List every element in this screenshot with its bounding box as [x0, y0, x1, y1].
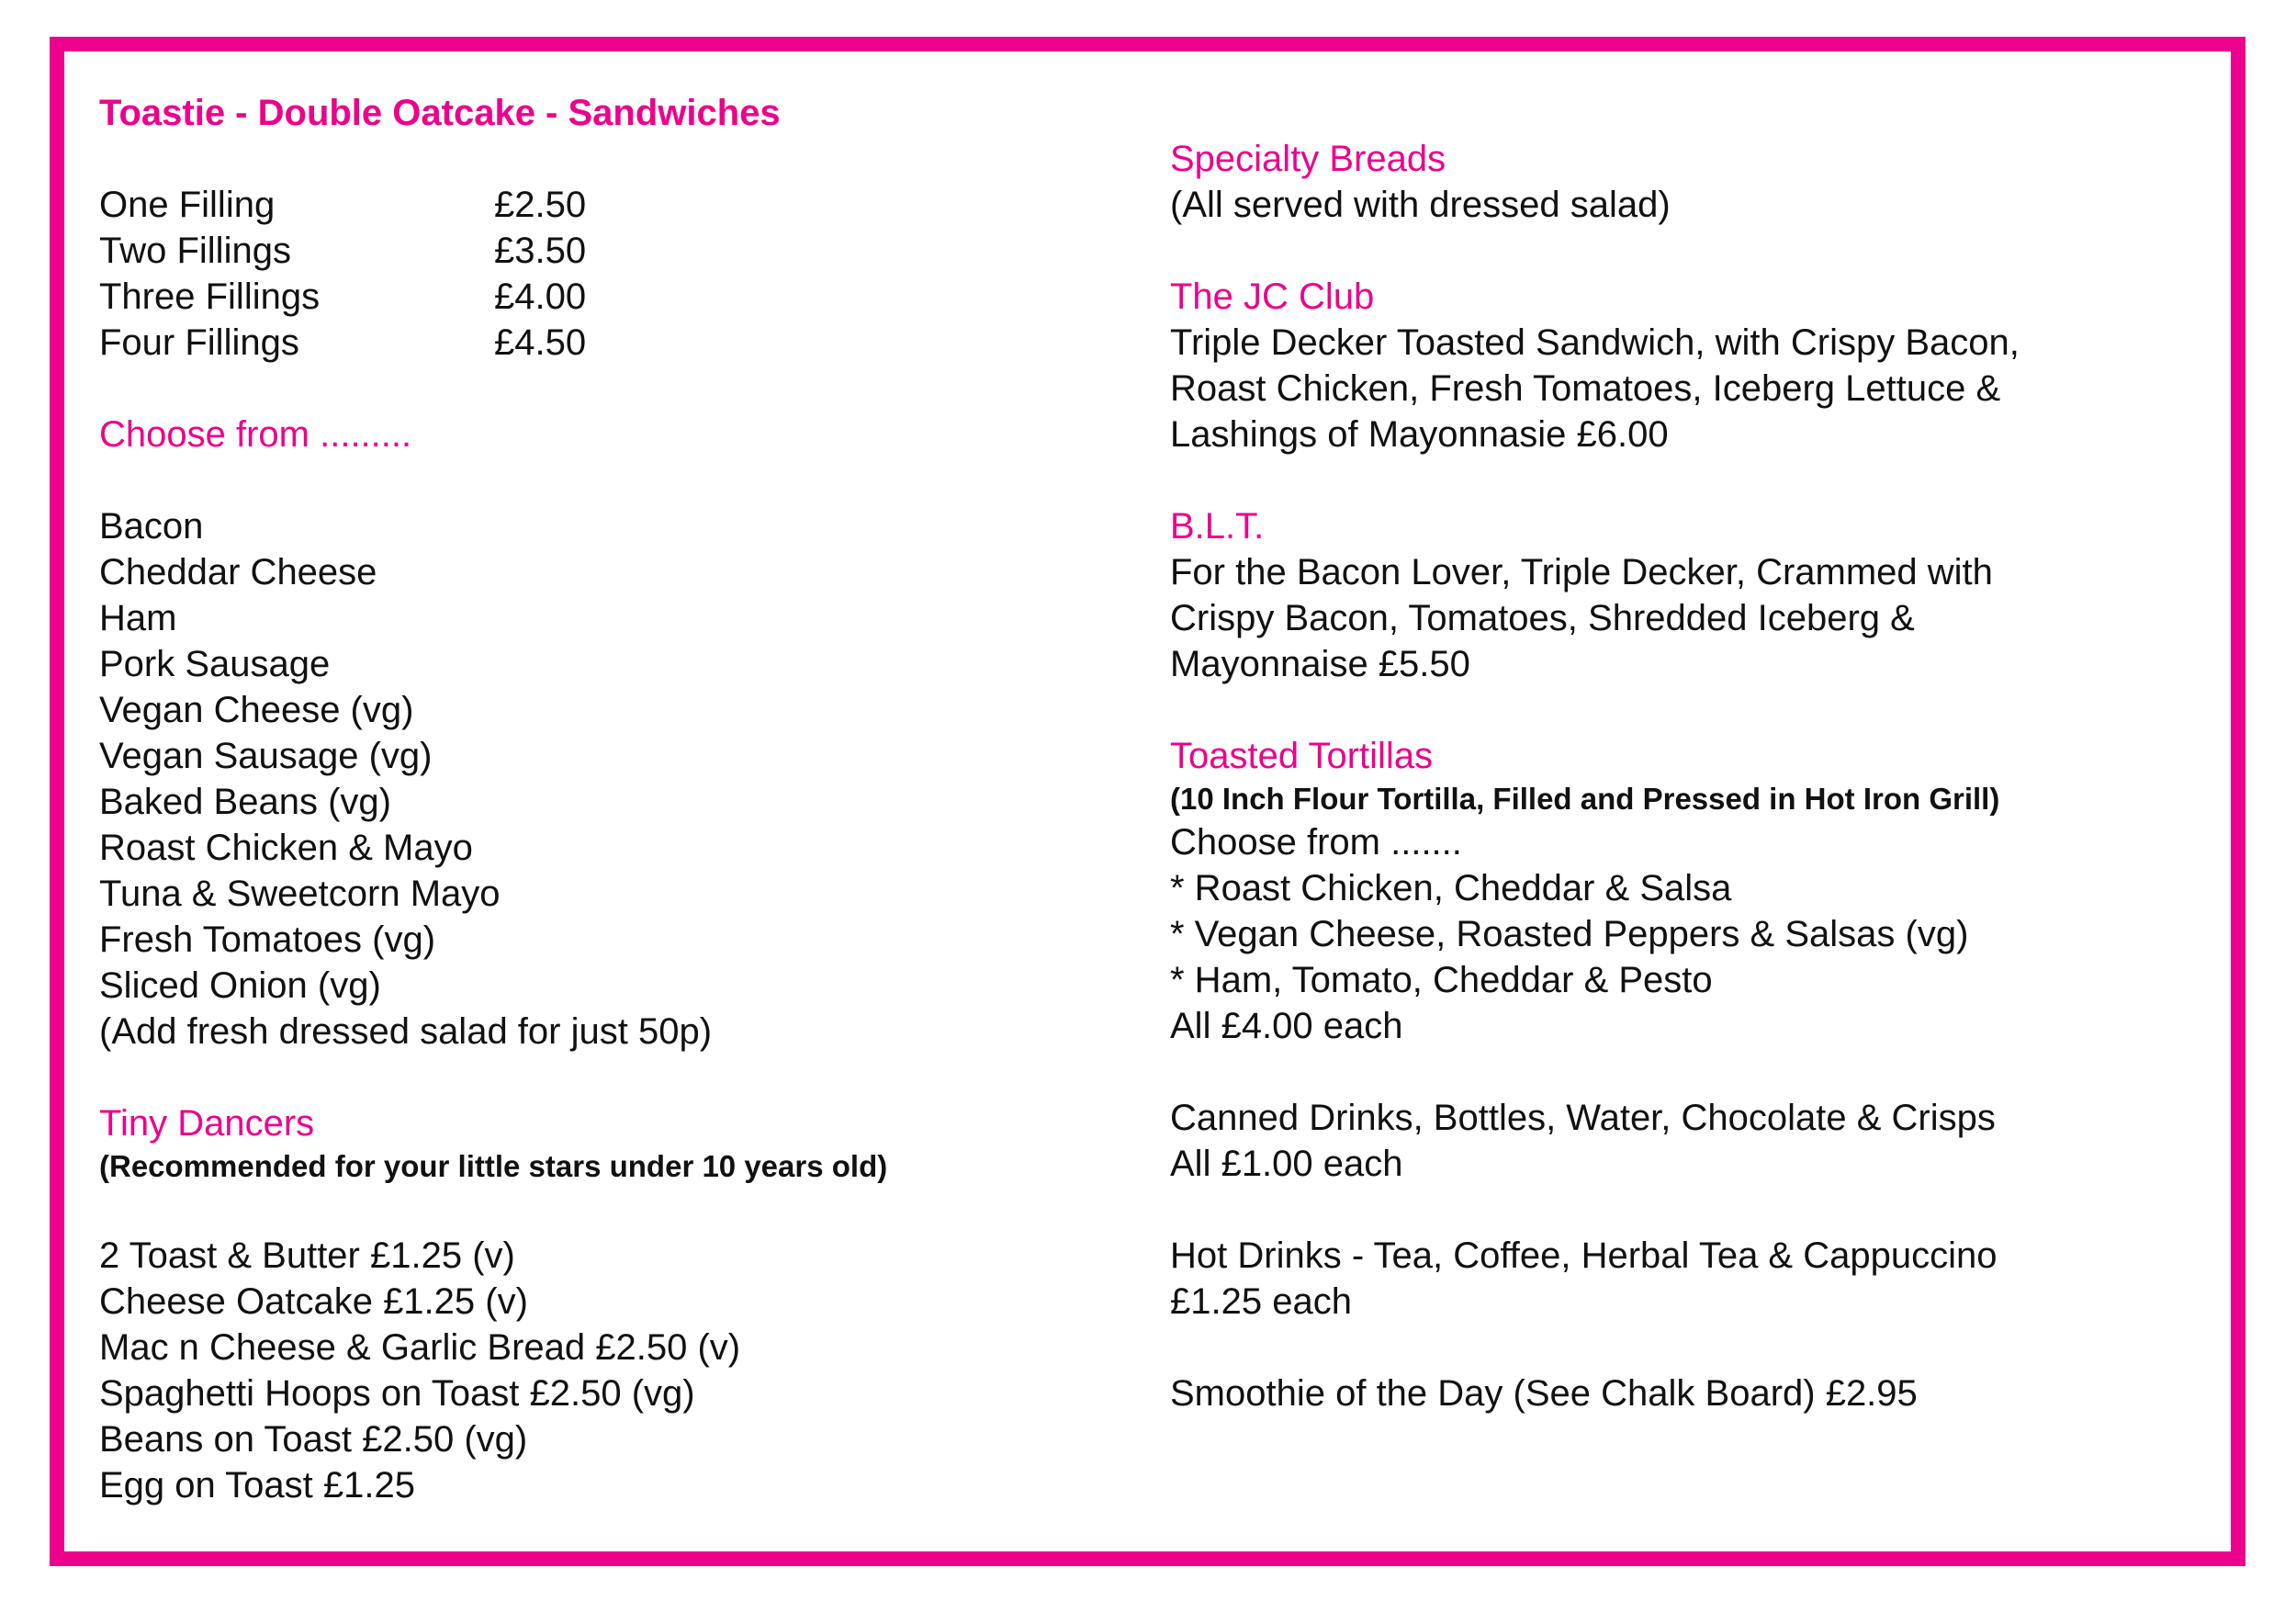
tortilla-line: * Vegan Cheese, Roasted Peppers & Salsas (vg) — [1170, 914, 1969, 954]
filling-item: Fresh Tomatoes (vg) — [99, 919, 436, 960]
tiny-item: Egg on Toast £1.25 — [99, 1465, 415, 1506]
tiny-item: Spaghetti Hoops on Toast £2.50 (vg) — [99, 1373, 695, 1414]
section-title-tortillas: Toasted Tortillas — [1170, 736, 1434, 776]
filling-item: Vegan Cheese (vg) — [99, 690, 414, 730]
filling-item: Vegan Sausage (vg) — [99, 736, 433, 776]
tiny-item: Beans on Toast £2.50 (vg) — [99, 1419, 528, 1460]
price-row — [99, 182, 1109, 228]
tiny-item: Mac n Cheese & Garlic Bread £2.50 (v) — [99, 1327, 741, 1368]
tortilla-line: * Ham, Tomato, Cheddar & Pesto — [1170, 960, 1713, 1000]
smoothie-line: Smoothie of the Day (See Chalk Board) £2.95 — [1170, 1373, 1918, 1414]
section-title-toastie: Toastie - Double Oatcake - Sandwiches — [99, 93, 781, 133]
filling-item: Sliced Onion (vg) — [99, 965, 381, 1006]
filling-item: Roast Chicken & Mayo — [99, 828, 473, 868]
canned-drinks-line: All £1.00 each — [1170, 1144, 1403, 1184]
tortilla-line: All £4.00 each — [1170, 1006, 1403, 1046]
price-value: £2.50 — [494, 185, 587, 225]
section-title-specialty: Specialty Breads — [1170, 139, 1446, 179]
price-row — [99, 320, 1109, 366]
choose-heading: Choose from ......... — [99, 414, 412, 455]
tortilla-line: * Roast Chicken, Cheddar & Salsa — [1170, 868, 1732, 908]
right-column — [1170, 136, 2208, 1416]
section-title-jc-club: The JC Club — [1170, 276, 1375, 317]
blt-line: Crispy Bacon, Tomatoes, Shredded Iceberg & — [1170, 598, 1915, 638]
filling-item: Tuna & Sweetcorn Mayo — [99, 874, 501, 914]
filling-item: Pork Sausage — [99, 644, 331, 684]
tiny-dancers-note: (Recommended for your little stars under 10 years old) — [99, 1149, 888, 1183]
price-name: Four Fillings — [99, 322, 299, 363]
price-name: Two Fillings — [99, 231, 291, 271]
hot-drinks-line: £1.25 each — [1170, 1281, 1352, 1322]
tortilla-line: Choose from ....... — [1170, 822, 1462, 863]
filling-note: (Add fresh dressed salad for just 50p) — [99, 1011, 713, 1052]
left-column — [99, 90, 1109, 1508]
price-value: £3.50 — [494, 231, 587, 271]
filling-item: Cheddar Cheese — [99, 552, 377, 592]
section-title-tiny-dancers: Tiny Dancers — [99, 1103, 315, 1144]
price-row — [99, 228, 1109, 274]
hot-drinks-line: Hot Drinks - Tea, Coffee, Herbal Tea & Cappuccino — [1170, 1235, 1998, 1276]
blt-line: For the Bacon Lover, Triple Decker, Crammed with — [1170, 552, 1993, 592]
blt-line: Mayonnaise £5.50 — [1170, 644, 1470, 684]
price-value: £4.50 — [494, 322, 587, 363]
filling-item: Baked Beans (vg) — [99, 782, 391, 822]
section-title-blt: B.L.T. — [1170, 506, 1265, 547]
canned-drinks-line: Canned Drinks, Bottles, Water, Chocolate & Crisps — [1170, 1098, 1996, 1138]
jc-club-line: Triple Decker Toasted Sandwich, with Crispy Bacon, — [1170, 322, 2020, 363]
price-value: £4.00 — [494, 276, 587, 317]
price-name: One Filling — [99, 185, 276, 225]
tiny-item: 2 Toast & Butter £1.25 (v) — [99, 1235, 515, 1276]
jc-club-line: Roast Chicken, Fresh Tomatoes, Iceberg Lettuce & — [1170, 368, 2001, 409]
price-name: Three Fillings — [99, 276, 321, 317]
price-row — [99, 274, 1109, 320]
tortillas-note: (10 Inch Flour Tortilla, Filled and Pressed in Hot Iron Grill) — [1170, 782, 2000, 816]
tiny-item: Cheese Oatcake £1.25 (v) — [99, 1281, 528, 1322]
jc-club-line: Lashings of Mayonnasie £6.00 — [1170, 414, 1669, 455]
specialty-note: (All served with dressed salad) — [1170, 185, 1671, 225]
filling-item: Ham — [99, 598, 177, 638]
filling-item: Bacon — [99, 506, 204, 547]
